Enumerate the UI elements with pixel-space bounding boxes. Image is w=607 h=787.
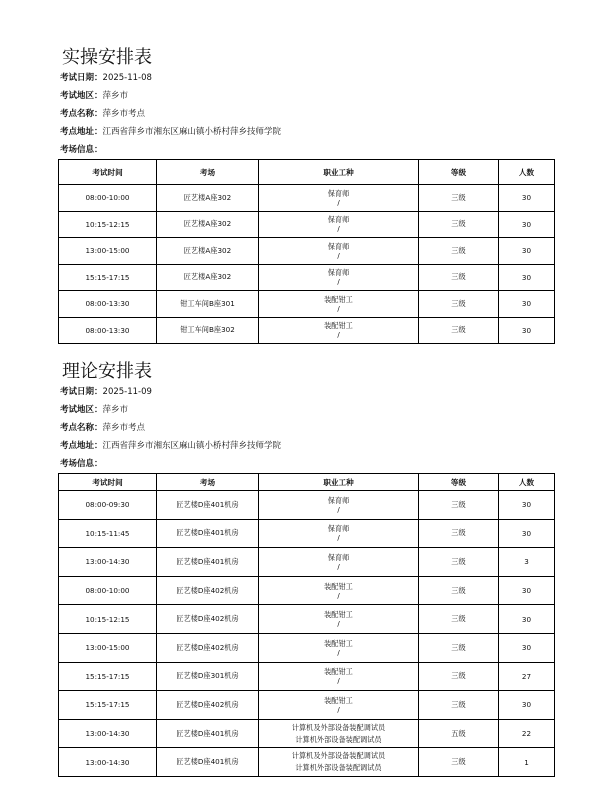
cell-count: 30 [499, 185, 555, 212]
cell-count: 30 [499, 211, 555, 238]
cell-room: 匠艺楼D座402机房 [157, 605, 259, 634]
cell-time: 08:00-09:30 [59, 491, 157, 520]
practical-table [58, 159, 555, 344]
exam-site-address-line: 考点地址：江西省萍乡市湘东区麻山镇小桥村萍乡技师学院 [60, 127, 282, 137]
table-row [59, 211, 555, 238]
cell-job [259, 548, 419, 577]
cell-count: 27 [499, 662, 555, 691]
cell-job [259, 719, 419, 748]
table-row [59, 548, 555, 577]
cell-room: 匠艺楼A座302 [157, 264, 259, 291]
table-row [59, 605, 555, 634]
cell-time: 15:15-17:15 [59, 691, 157, 720]
practical-section [58, 47, 554, 344]
cell-time: 10:15-12:15 [59, 605, 157, 634]
job-name: 计算机及外部设备装配调试员 [291, 751, 386, 761]
job-name: 装配钳工 [324, 581, 353, 591]
job-direction: 计算机外部设备装配调试员 [295, 763, 382, 773]
job-name: 保育师 [327, 268, 350, 278]
cell-room: 匠艺楼A座302 [157, 238, 259, 265]
cell-level: 三级 [419, 633, 499, 662]
job-direction: / [337, 620, 340, 629]
cell-room: 匠艺楼D座402机房 [157, 633, 259, 662]
job-direction: / [337, 534, 340, 543]
job-direction: / [337, 562, 340, 571]
cell-level: 三级 [419, 748, 499, 777]
job-name: 保育师 [327, 524, 350, 534]
header-time: 考试时间 [59, 474, 157, 491]
cell-time: 08:00-13:30 [59, 291, 157, 318]
cell-time: 13:00-14:30 [59, 548, 157, 577]
theory-table [58, 473, 555, 777]
job-name: 装配钳工 [324, 294, 353, 304]
table-row [59, 264, 555, 291]
table-row [59, 633, 555, 662]
table-header-row [59, 474, 555, 491]
cell-level: 三级 [419, 576, 499, 605]
cell-room: 匠艺楼A座302 [157, 211, 259, 238]
cell-count: 30 [499, 633, 555, 662]
cell-job [259, 317, 419, 344]
header-count: 人数 [499, 474, 555, 491]
cell-room: 匠艺楼D座401机房 [157, 491, 259, 520]
cell-time: 13:00-15:00 [59, 238, 157, 265]
practical-title: 实操安排表 [62, 47, 152, 68]
cell-room: 匠艺楼A座302 [157, 185, 259, 212]
exam-site-name-line: 考点名称：萍乡市考点 [60, 423, 146, 433]
cell-job [259, 662, 419, 691]
cell-count: 30 [499, 519, 555, 548]
cell-job [259, 691, 419, 720]
cell-level: 五级 [419, 719, 499, 748]
cell-job [259, 605, 419, 634]
header-job: 职业工种 [259, 160, 419, 185]
header-room: 考场 [157, 474, 259, 491]
cell-level: 三级 [419, 211, 499, 238]
header-job: 职业工种 [259, 474, 419, 491]
cell-level: 三级 [419, 317, 499, 344]
job-name: 装配钳工 [324, 638, 353, 648]
exam-site-name-line: 考点名称：萍乡市考点 [60, 109, 146, 119]
cell-count: 30 [499, 576, 555, 605]
job-direction: / [337, 251, 340, 260]
cell-level: 三级 [419, 662, 499, 691]
job-name: 保育师 [327, 241, 350, 251]
header-level: 等级 [419, 474, 499, 491]
cell-time: 10:15-11:45 [59, 519, 157, 548]
exam-date-line: 考试日期：2025-11-09 [60, 387, 152, 397]
exam-date-line: 考试日期：2025-11-08 [60, 73, 152, 83]
job-direction: / [337, 677, 340, 686]
cell-room: 匠艺楼D座401机房 [157, 519, 259, 548]
cell-time: 15:15-17:15 [59, 264, 157, 291]
theory-section [58, 361, 554, 777]
cell-level: 三级 [419, 291, 499, 318]
header-time: 考试时间 [59, 160, 157, 185]
table-row [59, 719, 555, 748]
cell-job [259, 264, 419, 291]
job-direction: 计算机外部设备装配调试员 [295, 734, 382, 744]
job-name: 装配钳工 [324, 695, 353, 705]
cell-level: 三级 [419, 519, 499, 548]
cell-room: 匠艺楼D座401机房 [157, 748, 259, 777]
table-row [59, 291, 555, 318]
job-direction: / [337, 591, 340, 600]
exam-region-line: 考试地区：萍乡市 [60, 91, 129, 101]
job-direction: / [337, 198, 340, 207]
table-row [59, 185, 555, 212]
cell-room: 钳工车间B座302 [157, 317, 259, 344]
cell-job [259, 576, 419, 605]
cell-job [259, 491, 419, 520]
cell-room: 钳工车间B座301 [157, 291, 259, 318]
table-row [59, 691, 555, 720]
cell-level: 三级 [419, 605, 499, 634]
job-name: 装配钳工 [324, 667, 353, 677]
cell-time: 10:15-12:15 [59, 211, 157, 238]
cell-room: 匠艺楼D座401机房 [157, 548, 259, 577]
job-name: 保育师 [327, 552, 350, 562]
table-row [59, 491, 555, 520]
cell-job [259, 185, 419, 212]
cell-time: 15:15-17:15 [59, 662, 157, 691]
cell-room: 匠艺楼D座402机房 [157, 576, 259, 605]
job-direction: / [337, 304, 340, 313]
job-name: 装配钳工 [324, 610, 353, 620]
job-name: 保育师 [327, 495, 350, 505]
cell-count: 22 [499, 719, 555, 748]
cell-time: 08:00-10:00 [59, 185, 157, 212]
table-header-row [59, 160, 555, 185]
cell-count: 1 [499, 748, 555, 777]
cell-level: 三级 [419, 185, 499, 212]
job-direction: / [337, 505, 340, 514]
cell-level: 三级 [419, 691, 499, 720]
job-direction: / [337, 331, 340, 340]
cell-count: 30 [499, 317, 555, 344]
cell-level: 三级 [419, 548, 499, 577]
cell-time: 08:00-10:00 [59, 576, 157, 605]
cell-job [259, 211, 419, 238]
table-row [59, 519, 555, 548]
exam-room-info-label: 考场信息： [60, 459, 103, 469]
exam-room-info-label: 考场信息： [60, 145, 103, 155]
table-row [59, 576, 555, 605]
header-count: 人数 [499, 160, 555, 185]
exam-region-line: 考试地区：萍乡市 [60, 405, 129, 415]
cell-level: 三级 [419, 238, 499, 265]
cell-level: 三级 [419, 264, 499, 291]
table-row [59, 748, 555, 777]
cell-job [259, 748, 419, 777]
job-name: 装配钳工 [324, 321, 353, 331]
job-direction: / [337, 278, 340, 287]
cell-room: 匠艺楼D座402机房 [157, 691, 259, 720]
job-name: 计算机及外部设备装配调试员 [291, 722, 386, 732]
cell-count: 30 [499, 264, 555, 291]
exam-site-address-line: 考点地址：江西省萍乡市湘东区麻山镇小桥村萍乡技师学院 [60, 441, 282, 451]
cell-count: 3 [499, 548, 555, 577]
cell-time: 08:00-13:30 [59, 317, 157, 344]
header-level: 等级 [419, 160, 499, 185]
cell-count: 30 [499, 491, 555, 520]
job-direction: / [337, 648, 340, 657]
cell-job [259, 519, 419, 548]
cell-room: 匠艺楼D座401机房 [157, 719, 259, 748]
theory-title: 理论安排表 [62, 361, 152, 382]
table-row [59, 317, 555, 344]
cell-count: 30 [499, 238, 555, 265]
cell-count: 30 [499, 605, 555, 634]
table-row [59, 238, 555, 265]
job-direction: / [337, 705, 340, 714]
cell-time: 13:00-14:30 [59, 748, 157, 777]
table-row [59, 662, 555, 691]
cell-time: 13:00-14:30 [59, 719, 157, 748]
header-room: 考场 [157, 160, 259, 185]
cell-job [259, 238, 419, 265]
cell-job [259, 291, 419, 318]
cell-time: 13:00-15:00 [59, 633, 157, 662]
job-direction: / [337, 225, 340, 234]
cell-room: 匠艺楼D座301机房 [157, 662, 259, 691]
job-name: 保育师 [327, 188, 350, 198]
cell-count: 30 [499, 691, 555, 720]
cell-job [259, 633, 419, 662]
cell-level: 三级 [419, 491, 499, 520]
job-name: 保育师 [327, 215, 350, 225]
cell-count: 30 [499, 291, 555, 318]
